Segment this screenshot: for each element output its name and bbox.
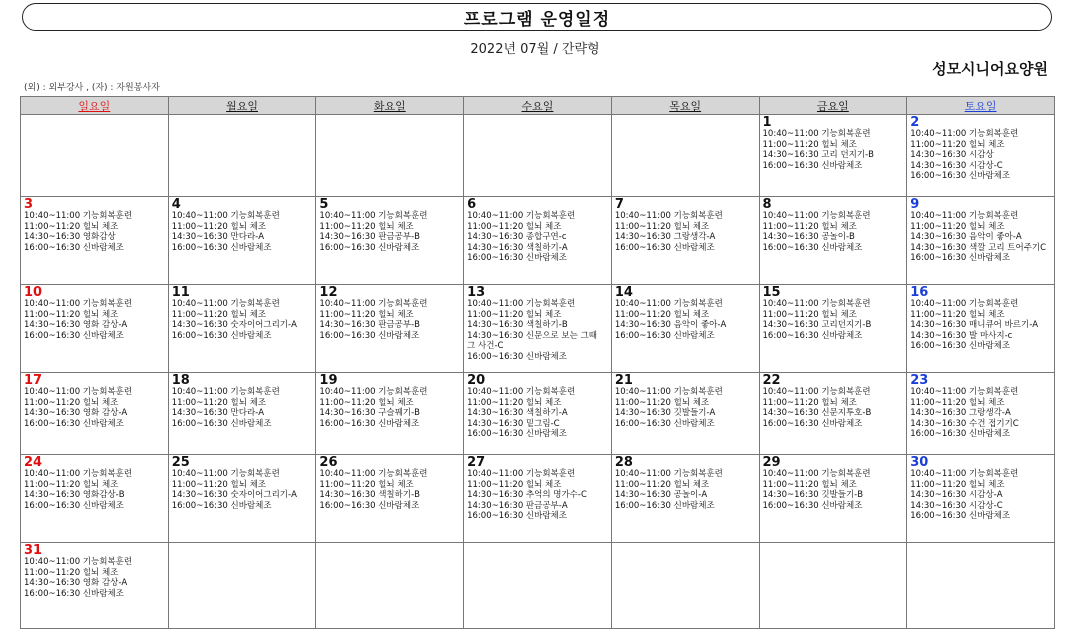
day-number: 29 bbox=[762, 455, 781, 470]
event-item: 10:40~11:00 기능회복훈련 bbox=[762, 469, 871, 479]
event-item: 11:00~11:20 힐뇌 체조 bbox=[762, 397, 857, 408]
event-item: 14:30~16:30 수건 접기기C bbox=[910, 418, 1019, 429]
event-item: 14:30~16:30 매니큐어 바르기-A bbox=[910, 320, 1039, 331]
event-item: 16:00~16:30 신바람체조 bbox=[614, 330, 715, 341]
event-item: 14:30~16:30 영화감상 bbox=[24, 232, 116, 243]
day-cell bbox=[316, 455, 464, 543]
day-number: 22 bbox=[762, 373, 781, 388]
organization-name: 성모시니어요양원 bbox=[932, 60, 1048, 78]
event-item: 14:30~16:30 시감상-C bbox=[910, 160, 1003, 171]
day-number: 28 bbox=[614, 455, 633, 470]
event-item: 10:40~11:00 기능회복훈련 bbox=[614, 299, 723, 309]
event-item: 10:40~11:00 기능회복훈련 bbox=[910, 387, 1019, 397]
event-item: 14:30~16:30 깃발들기-B bbox=[762, 490, 864, 501]
weekday-header-friday: 금요일 bbox=[759, 97, 907, 115]
legend-note: (외) : 외부강사 , (자) : 자원봉사자 bbox=[24, 83, 160, 93]
event-item: 11:00~11:20 힐뇌 체조 bbox=[24, 397, 119, 408]
event-item: 11:00~11:20 힐뇌 체조 bbox=[614, 309, 710, 320]
event-item: 11:00~11:20 힐뇌 체조 bbox=[762, 309, 857, 320]
day-number: 7 bbox=[614, 197, 624, 212]
event-item: 10:40~11:00 기능회복훈련 bbox=[910, 469, 1019, 479]
day-cell bbox=[464, 197, 612, 285]
day-cell bbox=[611, 455, 759, 543]
event-item: 16:00~16:30 신바람체조 bbox=[319, 500, 420, 511]
day-number: 16 bbox=[910, 285, 929, 300]
day-number: 24 bbox=[24, 455, 43, 470]
event-item: 16:00~16:30 신바람체조 bbox=[910, 253, 1011, 264]
event-item: 14:30~16:30 영화 감상-A bbox=[24, 578, 128, 589]
event-item: 10:40~11:00 기능회복훈련 bbox=[614, 469, 723, 479]
event-item: 16:00~16:30 신바람체조 bbox=[319, 418, 420, 429]
day-cell bbox=[21, 285, 169, 373]
event-item: 11:00~11:20 힐뇌 체조 bbox=[467, 309, 562, 320]
week-row bbox=[21, 115, 1055, 197]
day-cell bbox=[464, 455, 612, 543]
event-item: 16:00~16:30 신바람체조 bbox=[910, 429, 1011, 440]
day-number: 6 bbox=[467, 197, 477, 212]
event-item: 14:30~16:30 고리 던지기-B bbox=[762, 150, 874, 161]
week-row bbox=[21, 455, 1055, 543]
event-item: 14:30~16:30 영화 감상-A bbox=[24, 408, 128, 419]
weekday-header-saturday: 토요일 bbox=[907, 97, 1055, 115]
day-number: 25 bbox=[171, 455, 190, 470]
event-item: 10:40~11:00 기능회복훈련 bbox=[24, 387, 133, 397]
day-cell bbox=[21, 543, 169, 629]
event-item: 16:00~16:30 신바람체조 bbox=[910, 341, 1011, 352]
day-cell bbox=[21, 373, 169, 455]
event-item: 10:40~11:00 기능회복훈련 bbox=[24, 469, 133, 479]
day-cell bbox=[611, 543, 759, 629]
event-item: 14:30~16:30 음악이 좋아-A bbox=[614, 320, 727, 331]
event-item: 10:40~11:00 기능회복훈련 bbox=[319, 387, 428, 397]
day-cell bbox=[168, 455, 316, 543]
event-item: 14:30~16:30 색깔 고리 트어주기C bbox=[910, 242, 1047, 253]
day-cell bbox=[316, 543, 464, 629]
event-item: 14:30~16:30 음악이 좋아-A bbox=[910, 232, 1022, 243]
event-item: 14:30~16:30 공놀이-A bbox=[614, 490, 708, 501]
event-item: 11:00~11:20 힐뇌 체조 bbox=[762, 139, 857, 150]
event-item: 11:00~11:20 힐뇌 체조 bbox=[319, 479, 414, 490]
event-item: 10:40~11:00 기능회복훈련 bbox=[467, 469, 576, 479]
event-item: 10:40~11:00 기능회복훈련 bbox=[171, 469, 280, 479]
event-item: 16:00~16:30 신바람체조 bbox=[614, 500, 715, 511]
day-number: 3 bbox=[24, 197, 34, 212]
day-number: 15 bbox=[762, 285, 781, 300]
event-item: 14:30~16:30 판금공부-A bbox=[467, 500, 568, 511]
event-item: 14:30~16:30 숫자이어그리기-A bbox=[171, 490, 297, 501]
weekday-header-monday: 월요일 bbox=[168, 97, 316, 115]
day-number: 13 bbox=[467, 285, 486, 300]
event-item: 10:40~11:00 기능회복훈련 bbox=[467, 387, 576, 397]
day-cell bbox=[907, 285, 1055, 373]
day-cell bbox=[168, 543, 316, 629]
week-row bbox=[21, 543, 1055, 629]
event-item: 11:00~11:20 힐뇌 체조 bbox=[319, 309, 414, 320]
event-item: 11:00~11:20 힐뇌 체조 bbox=[171, 221, 267, 232]
event-item: 14:30~16:30 색칠하기-B bbox=[467, 320, 568, 331]
event-item: 14:30~16:30 판금공부-B bbox=[319, 232, 420, 243]
day-number: 2 bbox=[910, 115, 920, 130]
event-item: 14:30~16:30 색칠하기-A bbox=[467, 242, 568, 253]
day-cell bbox=[759, 285, 907, 373]
event-item: 11:00~11:20 힐뇌 체조 bbox=[467, 397, 562, 408]
event-item: 11:00~11:20 힐뇌 체조 bbox=[171, 309, 267, 320]
event-item: 10:40~11:00 기능회복훈련 bbox=[319, 469, 428, 479]
event-item: 10:40~11:00 기능회복훈련 bbox=[24, 211, 133, 221]
event-item: 10:40~11:00 기능회복훈련 bbox=[910, 129, 1019, 139]
weekday-header-row bbox=[21, 97, 1055, 115]
day-cell bbox=[316, 115, 464, 197]
event-item: 10:40~11:00 기능회복훈련 bbox=[762, 299, 871, 309]
day-number: 9 bbox=[910, 197, 920, 212]
event-item: 10:40~11:00 기능회복훈련 bbox=[319, 211, 428, 221]
event-item: 10:40~11:00 기능회복훈련 bbox=[614, 387, 723, 397]
event-item: 10:40~11:00 기능회복훈련 bbox=[24, 557, 133, 567]
event-item: 10:40~11:00 기능회복훈련 bbox=[762, 129, 871, 139]
event-item: 14:30~16:30 색칠하기-A bbox=[467, 408, 568, 419]
calendar-table bbox=[20, 96, 1055, 629]
event-item: 16:00~16:30 신바람체조 bbox=[467, 511, 567, 522]
event-item: 11:00~11:20 힐뇌 체조 bbox=[614, 479, 710, 490]
event-item: 11:00~11:20 힐뇌 체조 bbox=[762, 221, 857, 232]
day-number: 27 bbox=[467, 455, 486, 470]
event-item: 11:00~11:20 힐뇌 체조 bbox=[910, 139, 1005, 150]
page-title: 프로그램 운영일정 bbox=[463, 9, 611, 30]
day-number: 26 bbox=[319, 455, 338, 470]
event-item: 11:00~11:20 힐뇌 체조 bbox=[24, 221, 119, 232]
day-cell bbox=[168, 373, 316, 455]
event-item: 11:00~11:20 힐뇌 체조 bbox=[171, 397, 267, 408]
event-item: 14:30~16:30 영화 감상-A bbox=[24, 320, 128, 331]
event-item: 16:00~16:30 신바람체조 bbox=[24, 330, 124, 341]
event-item: 11:00~11:20 힐뇌 체조 bbox=[614, 397, 710, 408]
day-cell bbox=[611, 197, 759, 285]
event-item: 10:40~11:00 기능회복훈련 bbox=[762, 387, 871, 397]
weekday-header-sunday: 일요일 bbox=[21, 97, 169, 115]
day-number: 19 bbox=[319, 373, 338, 388]
event-item: 10:40~11:00 기능회복훈련 bbox=[614, 211, 723, 221]
event-item: 11:00~11:20 힐뇌 체조 bbox=[614, 221, 710, 232]
day-number: 21 bbox=[614, 373, 633, 388]
event-item: 16:00~16:30 신바람체조 bbox=[762, 418, 863, 429]
event-item: 14:30~16:30 종합구연-c bbox=[467, 232, 567, 243]
day-number: 8 bbox=[762, 197, 772, 212]
event-item: 14:30~16:30 색칠하기-B bbox=[319, 490, 420, 501]
day-cell bbox=[759, 373, 907, 455]
event-item: 10:40~11:00 기능회복훈련 bbox=[467, 299, 576, 309]
event-item: 14:30~16:30 그랑생각-A bbox=[614, 232, 716, 243]
day-cell bbox=[168, 285, 316, 373]
event-item: 16:00~16:30 신바람체조 bbox=[467, 351, 567, 362]
day-number: 30 bbox=[910, 455, 929, 470]
event-item: 16:00~16:30 신바람체조 bbox=[614, 242, 715, 253]
event-item: 11:00~11:20 힐뇌 체조 bbox=[910, 479, 1005, 490]
day-cell bbox=[759, 455, 907, 543]
event-item: 16:00~16:30 신바람체조 bbox=[24, 588, 124, 599]
day-cell bbox=[168, 115, 316, 197]
event-item: 10:40~11:00 기능회복훈련 bbox=[319, 299, 428, 309]
week-row bbox=[21, 285, 1055, 373]
day-cell bbox=[611, 285, 759, 373]
event-item: 10:40~11:00 기능회복훈련 bbox=[762, 211, 871, 221]
event-item: 16:00~16:30 신바람체조 bbox=[24, 500, 124, 511]
event-item: 10:40~11:00 기능회복훈련 bbox=[467, 211, 576, 221]
event-item: 11:00~11:20 힐뇌 체조 bbox=[24, 567, 119, 578]
title-banner bbox=[22, 3, 1052, 31]
event-item: 16:00~16:30 신바람체조 bbox=[24, 242, 124, 253]
day-cell bbox=[907, 373, 1055, 455]
event-item: 16:00~16:30 신바람체조 bbox=[171, 242, 272, 253]
event-item: 16:00~16:30 신바람체조 bbox=[319, 330, 420, 341]
day-cell bbox=[907, 197, 1055, 285]
day-number: 4 bbox=[171, 197, 181, 212]
event-item: 14:30~16:30 고리던지기-B bbox=[762, 320, 872, 331]
event-item: 16:00~16:30 신바람체조 bbox=[614, 418, 715, 429]
day-cell bbox=[168, 197, 316, 285]
event-item: 16:00~16:30 신바람체조 bbox=[762, 242, 863, 253]
event-item: 10:40~11:00 기능회복훈련 bbox=[910, 299, 1019, 309]
event-item: 11:00~11:20 힐뇌 체조 bbox=[910, 397, 1005, 408]
event-item: 14:30~16:30 만다라-A bbox=[171, 408, 265, 419]
event-item: 14:30~16:30 발 마사지-c bbox=[910, 330, 1013, 341]
week-row bbox=[21, 373, 1055, 455]
event-item: 14:30~16:30 영화감상-B bbox=[24, 490, 125, 501]
day-cell bbox=[464, 285, 612, 373]
event-item: 10:40~11:00 기능회복훈련 bbox=[171, 299, 280, 309]
day-cell bbox=[21, 197, 169, 285]
event-item: 14:30~16:30 시감상 bbox=[910, 150, 994, 161]
event-item: 16:00~16:30 신바람체조 bbox=[762, 330, 863, 341]
event-item: 11:00~11:20 힐뇌 체조 bbox=[467, 221, 562, 232]
event-item: 14:30~16:30 시감상-C bbox=[910, 500, 1003, 511]
day-cell bbox=[907, 455, 1055, 543]
day-cell bbox=[464, 373, 612, 455]
day-number: 5 bbox=[319, 197, 329, 212]
day-number: 11 bbox=[171, 285, 190, 300]
day-number: 1 bbox=[762, 115, 772, 130]
event-item: 16:00~16:30 신바람체조 bbox=[910, 171, 1011, 182]
event-item: 14:30~16:30 시감상-A bbox=[910, 490, 1003, 501]
week-row bbox=[21, 197, 1055, 285]
event-item: 11:00~11:20 힐뇌 체조 bbox=[24, 309, 119, 320]
event-item: 14:30~16:30 밑그림-C bbox=[467, 418, 560, 429]
event-item: 11:00~11:20 힐뇌 체조 bbox=[319, 397, 414, 408]
day-cell bbox=[759, 197, 907, 285]
event-item: 11:00~11:20 힐뇌 체조 bbox=[467, 479, 562, 490]
event-item: 16:00~16:30 신바람체조 bbox=[171, 500, 272, 511]
day-cell bbox=[611, 115, 759, 197]
day-cell bbox=[464, 543, 612, 629]
event-item: 16:00~16:30 신바람체조 bbox=[319, 242, 420, 253]
event-item: 11:00~11:20 힐뇌 체조 bbox=[910, 309, 1005, 320]
day-cell bbox=[759, 115, 907, 197]
weekday-header-wednesday: 수요일 bbox=[464, 97, 612, 115]
event-item: 11:00~11:20 힐뇌 체조 bbox=[762, 479, 857, 490]
day-number: 31 bbox=[24, 543, 43, 558]
event-item: 11:00~11:20 힐뇌 체조 bbox=[171, 479, 267, 490]
day-number: 17 bbox=[24, 373, 43, 388]
event-item: 10:40~11:00 기능회복훈련 bbox=[910, 211, 1019, 221]
day-cell bbox=[759, 543, 907, 629]
event-item: 16:00~16:30 신바람체조 bbox=[910, 511, 1011, 522]
event-item: 16:00~16:30 신바람체조 bbox=[467, 253, 567, 264]
weekday-header-thursday: 목요일 bbox=[611, 97, 759, 115]
event-item: 14:30~16:30 만다라-A bbox=[171, 232, 265, 243]
event-item: 10:40~11:00 기능회복훈련 bbox=[24, 299, 133, 309]
page-subtitle: 2022년 07월 / 간략형 bbox=[470, 42, 600, 57]
event-item: 16:00~16:30 신바람체조 bbox=[467, 429, 567, 440]
event-item: 14:30~16:30 숫자이어그리기-A bbox=[171, 320, 297, 331]
day-cell bbox=[464, 115, 612, 197]
event-item: 10:40~11:00 기능회복훈련 bbox=[171, 387, 280, 397]
day-number: 20 bbox=[467, 373, 486, 388]
day-number: 10 bbox=[24, 285, 43, 300]
event-item: 11:00~11:20 힐뇌 체조 bbox=[910, 221, 1005, 232]
day-cell bbox=[907, 115, 1055, 197]
event-item: 16:00~16:30 신바람체조 bbox=[24, 418, 124, 429]
day-cell bbox=[316, 197, 464, 285]
event-item: 16:00~16:30 신바람체조 bbox=[762, 500, 863, 511]
event-item: 14:30~16:30 그랑생각-A bbox=[910, 408, 1011, 419]
event-item: 16:00~16:30 신바람체조 bbox=[171, 330, 272, 341]
day-cell bbox=[611, 373, 759, 455]
event-item: 14:30~16:30 구슬꿰기-B bbox=[319, 408, 420, 419]
event-item: 11:00~11:20 힐뇌 체조 bbox=[319, 221, 414, 232]
day-cell bbox=[316, 373, 464, 455]
event-item: 14:30~16:30 신문지투호-B bbox=[762, 408, 872, 419]
event-item: 10:40~11:00 기능회복훈련 bbox=[171, 211, 280, 221]
weekday-header-tuesday: 화요일 bbox=[316, 97, 464, 115]
event-item: 16:00~16:30 신바람체조 bbox=[762, 160, 863, 171]
event-item: 14:30~16:30 판금공부-B bbox=[319, 320, 420, 331]
day-cell bbox=[21, 455, 169, 543]
event-item: 11:00~11:20 힐뇌 체조 bbox=[24, 479, 119, 490]
event-item: 14:30~16:30 신문으로 보는 그때 그 사건-C bbox=[467, 330, 598, 352]
day-cell bbox=[907, 543, 1055, 629]
event-item: 14:30~16:30 깃발들기-A bbox=[614, 408, 716, 419]
day-number: 14 bbox=[614, 285, 633, 300]
day-number: 12 bbox=[319, 285, 338, 300]
day-cell bbox=[316, 285, 464, 373]
day-number: 18 bbox=[171, 373, 190, 388]
event-item: 14:30~16:30 추억의 명가수-C bbox=[467, 490, 587, 501]
event-item: 14:30~16:30 공놀이-B bbox=[762, 232, 855, 243]
day-cell bbox=[21, 115, 169, 197]
event-item: 16:00~16:30 신바람체조 bbox=[171, 418, 272, 429]
day-number: 23 bbox=[910, 373, 929, 388]
